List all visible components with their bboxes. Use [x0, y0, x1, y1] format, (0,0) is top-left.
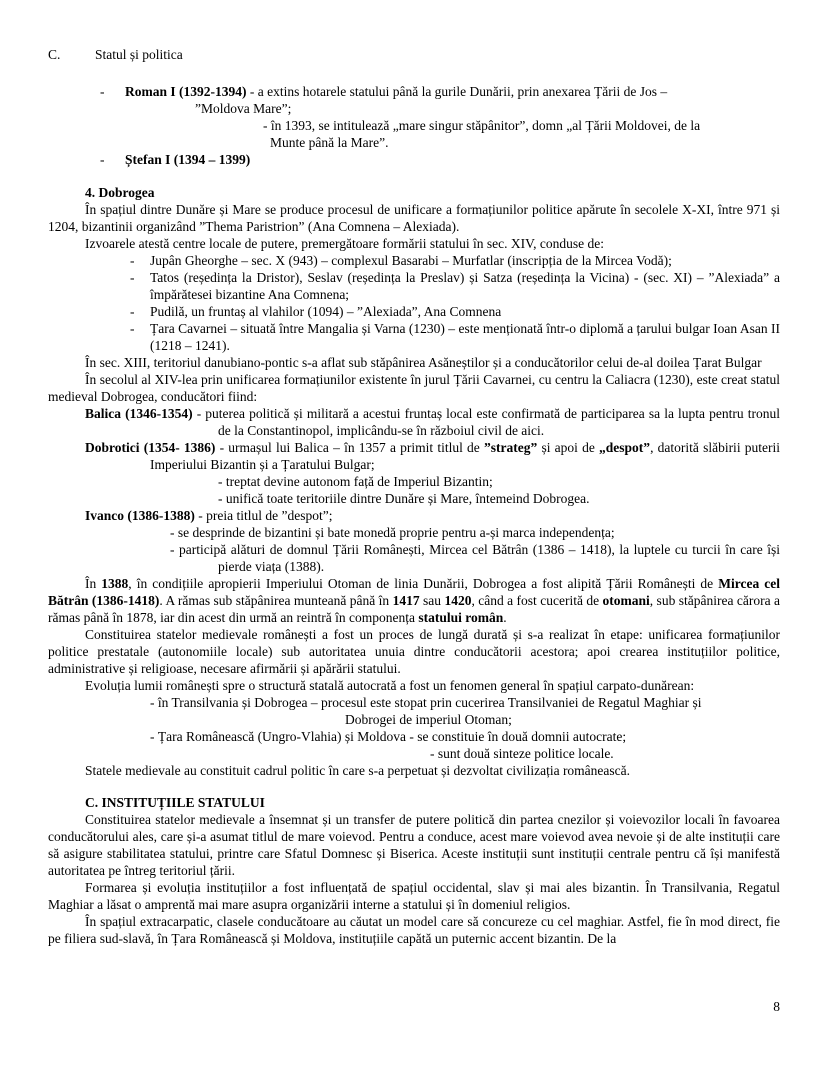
bold-text: Ștefan I (1394 – 1399): [125, 152, 251, 167]
list-item-ruler: [100, 151, 780, 168]
list-item: [130, 252, 780, 269]
heading-institutii: [85, 794, 780, 811]
text-run: În spațiul extracarpatic, clasele conducătoare au căutat un model care să concureze cu cel maghiar. Astfel, fie în mod direct, fie pe filiera sud-slavă, în Țara Românească și Moldova, instituțiile capătă un puternic accent bizantin. De la: [48, 914, 780, 946]
paragraph: [48, 354, 780, 371]
text-run: - se desprinde de bizantini și bate monedă proprie pentru a-și marca independența;: [170, 525, 615, 540]
bold-text: „despot”: [599, 440, 651, 455]
bold-text: Ivanco (1386-1388): [85, 508, 195, 523]
bold-text: 1388: [101, 576, 129, 591]
text-run: - treptat devine autonom față de Imperiul Bizantin;: [218, 474, 493, 489]
sub-item: [170, 541, 780, 575]
list-item: [130, 320, 780, 354]
text-run: Constituirea statelor medievale românești a fost un proces de lungă durată și s-a realizat în etape: unificarea formațiunilor politice prestatale (autonomiile locale) sub autoritatea unuia dintre conducătorii acestora; apoi crearea instituțiilor politice, administrative și religioase, necesare afirmării și apărării statului.: [48, 627, 780, 676]
paragraph: [48, 235, 780, 252]
bold-text: statului român: [418, 610, 504, 625]
text-run: -: [130, 321, 135, 336]
text-run: ”Moldova Mare”;: [195, 101, 292, 116]
continuation-line: [270, 134, 780, 151]
text-run: - urmașul lui Balica – în 1357 a primit titlul de: [215, 440, 485, 455]
text-run: Dobrogei de imperiul Otoman;: [345, 712, 512, 727]
text-run: Evoluția lumii românești spre o structură statală autocrată a fost un fenomen general în spațiul carpato-dunărean:: [85, 678, 695, 693]
paragraph: [48, 626, 780, 677]
list-item-ruler: [100, 83, 780, 100]
text-run: - în Transilvania și Dobrogea – procesul este stopat prin cucerirea Transilvaniei de Regatul Maghiar și: [150, 695, 702, 710]
paragraph: [48, 879, 780, 913]
text-run: Formarea și evoluția instituțiilor a fost influențată de spațiul occidental, slav și mai ales bizantin. În Transilvania, Regatul Maghiar a lăsat o amprentă mai mare asupra organizării interne a statului și în domeniul religios.: [48, 880, 780, 912]
bold-text: Balica (1346-1354): [85, 406, 193, 421]
text-run: , în condițiile apropierii Imperiului Otoman de linia Dunării, Dobrogea a fost alipită Țării Românești de: [128, 576, 719, 591]
text-run: În sec. XIII, teritoriul danubiano-pontic s-a aflat sub stăpânirea Asăneștilor și a conducătorilor celui de-al doilea Țarat Bulgar: [85, 355, 762, 370]
text-run: - Țara Românească (Ungro-Vlahia) și Moldova - se constituie în două domnii autocrate;: [150, 729, 627, 744]
continuation-line: [195, 100, 780, 117]
text-run: Izvoarele atestă centre locale de putere, premergătoare formării statului în sec. XIV, conduse de:: [85, 236, 605, 251]
heading-dobrogea: [85, 184, 780, 201]
sub-item: [430, 745, 780, 762]
text-run: Statele medievale au constituit cadrul politic în care s-a perpetuat și dezvoltat civilizația românească.: [85, 763, 631, 778]
sub-item: [218, 473, 780, 490]
paragraph: [48, 575, 780, 626]
text-run: Țara Cavarnei – situată între Mangalia și Varna (1230) – este menționată într-o diplomă a țarului bulgar Ioan Asan II (1218 – 1241).: [150, 321, 780, 353]
text-run: , datorită slăbirii puterii Imperiului Bizantin și a Țaratului Bulgar;: [150, 440, 781, 472]
text-run: sau: [419, 593, 445, 608]
paragraph: [48, 371, 780, 405]
continuation-line: [345, 711, 780, 728]
bold-text: Roman I (1392-1394): [125, 84, 247, 99]
text-run: -: [100, 152, 105, 167]
paragraph: [48, 913, 780, 947]
text-run: - preia titlul de ”despot”;: [194, 508, 333, 523]
text-run: În: [85, 576, 102, 591]
sub-item: [150, 694, 780, 711]
text-run: - în 1393, se intitulează „mare singur stăpânitor”, domn „al Țării Moldovei, de la: [263, 118, 701, 133]
text-run: - unifică toate teritoriile dintre Dunăre și Mare, întemeind Dobrogea.: [218, 491, 590, 506]
sub-item: [263, 117, 780, 134]
text-run: - puterea politică și militară a acestui fruntaș local este confirmată de participarea sa la lupta pentru tronul de la Constantinopol, implicându-se în războiul civil de aici.: [192, 406, 780, 438]
entry-dobrotici: [85, 439, 781, 473]
paragraph: [48, 762, 780, 779]
paragraph: [48, 811, 780, 879]
text-run: În spațiul dintre Dunăre și Mare se produce procesul de unificare a formațiunilor politice apărute în secolele X-XI, între 971 și 1204, bizantinii organizând ”Thema Paristrion” (Ana Comnena – Alexiada).: [48, 202, 780, 234]
bold-text: Dobrotici (1354- 1386): [85, 440, 216, 455]
bold-text: Mircea cel Bătrân (1386-1418): [48, 576, 780, 608]
sub-item: [170, 524, 780, 541]
entry-ivanco: [85, 507, 780, 524]
text-run: Tatos (reședința la Dristor), Seslav (reședința la Preslav) și Satza (reședința la Vicina) - (sec. XI) – ”Alexiada” a împărătesei bizantine Ana Comnena;: [150, 270, 780, 302]
text-run: Constituirea statelor medievale a însemnat și un transfer de putere politică din partea cnezilor și voievozilor locali în favoarea conducătorului ales, care și-a asumat titlul de mare voievod. Pentru a conduce, acest mare voievod avea nevoie și de alte instituții care să asigure stabilitatea statului, printre care Sfatul Domnesc și Biserica. Aceste instituții sunt instituții centrale pentru că își manifestă autoritatea pe întreg teritoriul țării.: [48, 812, 780, 878]
text-run: , sub stăpânirea cărora a rămas până în 1878, iar din acest din urmă an reintră în componența: [48, 593, 781, 625]
list-item: [130, 269, 780, 303]
document-content: [48, 46, 780, 947]
text-run: Pudilă, un fruntaș al vlahilor (1094) – ”Alexiada”, Ana Comnena: [150, 304, 502, 319]
bold-text: C. INSTITUȚIILE STATULUI: [85, 795, 265, 810]
bold-text: ”strateg”: [484, 440, 538, 455]
paragraph: [48, 201, 780, 235]
text-run: Jupân Gheorghe – sec. X (943) – complexul Basarabi – Murfatlar (inscripția de la Mircea Vodă);: [150, 253, 672, 268]
text-run: - participă alături de domnul Țării Românești, Mircea cel Bătrân (1386 – 1418), la luptele cu turcii în care își pierde viața (1388).: [170, 542, 780, 574]
text-run: -: [130, 270, 135, 285]
bold-text: otomani: [602, 593, 650, 608]
text-run: C.: [48, 47, 61, 62]
sub-item: [218, 490, 780, 507]
entry-balica: [85, 405, 780, 439]
bold-text: 1417: [392, 593, 420, 608]
page-number: 8: [773, 999, 780, 1014]
text-run: - a extins hotarele statului până la gurile Dunării, prin anexarea Țării de Jos –: [246, 84, 668, 99]
section-label: [48, 46, 780, 63]
text-run: . A rămas sub stăpânirea munteană până în: [159, 593, 393, 608]
sub-item: [150, 728, 780, 745]
text-run: - sunt două sinteze politice locale.: [430, 746, 614, 761]
text-run: Statul și politica: [95, 47, 183, 62]
paragraph: [48, 677, 780, 694]
text-run: , când a fost cucerită de: [471, 593, 603, 608]
text-run: -: [130, 304, 135, 319]
text-run: și apoi de: [537, 440, 600, 455]
text-run: .: [503, 610, 507, 625]
text-run: Munte până la Mare”.: [270, 135, 389, 150]
text-run: -: [100, 84, 105, 99]
text-run: -: [130, 253, 135, 268]
text-run: În secolul al XIV-lea prin unificarea formațiunilor existente în jurul Țării Cavarnei, cu centru la Caliacra (1230), este creat statul medieval Dobrogea, conducători fiind:: [48, 372, 780, 404]
bold-text: 4. Dobrogea: [85, 185, 155, 200]
list-item: [130, 303, 780, 320]
bold-text: 1420: [444, 593, 472, 608]
